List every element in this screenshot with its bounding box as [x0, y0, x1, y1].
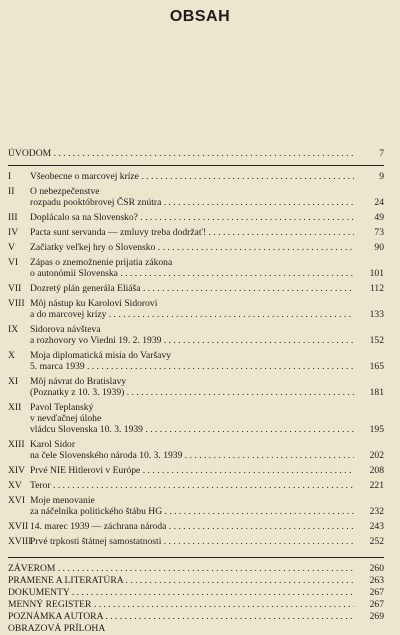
- toc-entry-label: PRAMENE A LITERATÚRA . . .: [8, 575, 354, 586]
- chapter-number: V: [8, 242, 15, 253]
- chapter-number: XII: [8, 402, 22, 413]
- chapter-title-line: O nebezpečenstve: [30, 186, 100, 197]
- chapter-title-line: (Poznatky z 10. 3. 1939) . . .: [30, 387, 354, 398]
- toc-entry-intro: [8, 148, 384, 159]
- toc-entry-back-matter: [8, 563, 384, 574]
- chapter-number: I: [8, 171, 12, 182]
- chapter-number: II: [8, 186, 15, 197]
- chapter-title-line: Prvé trpkosti štátnej samostatnosti . . .: [30, 536, 354, 547]
- chapter-title-line: 14. marec 1939 — záchrana národa . . .: [30, 521, 354, 532]
- chapter-number: XI: [8, 376, 19, 387]
- chapter-title-line: a do marcovej krízy . . .: [30, 309, 354, 320]
- toc-entry-chapter: [8, 212, 384, 223]
- toc-entry-back-matter: [8, 587, 384, 598]
- toc-page-number: 9: [379, 171, 384, 182]
- toc-entry-back-matter: [8, 623, 384, 634]
- chapter-title-line: Pacta sunt servanda — zmluvy treba dodržať! . . .: [30, 227, 354, 238]
- toc-entry-label: DOKUMENTY . . .: [8, 587, 354, 598]
- chapter-number: IX: [8, 324, 19, 335]
- toc-entry-back-matter: [8, 575, 384, 586]
- toc-page-number: 101: [369, 268, 384, 279]
- toc-page-number: 7: [379, 148, 384, 159]
- chapter-title-line: 5. marca 1939 . . .: [30, 361, 354, 372]
- toc-entry-back-matter: [8, 599, 384, 610]
- toc-page-number: 260: [369, 563, 384, 574]
- page-title: OBSAH: [169, 8, 231, 25]
- toc-entry-chapter: [8, 186, 384, 208]
- separator-line: [8, 557, 384, 558]
- toc-entry-chapter: [8, 495, 384, 517]
- toc-page-number: 202: [369, 450, 384, 461]
- toc-entry-chapter: [8, 171, 384, 182]
- chapter-number: XIV: [8, 465, 26, 476]
- chapter-title-line: Prvé NIE Hitlerovi v Európe . . .: [30, 465, 354, 476]
- toc-entry-chapter: [8, 465, 384, 476]
- chapter-title-line: Môj návrat do Bratislavy: [30, 376, 127, 387]
- toc-page-number: 243: [369, 521, 384, 532]
- chapter-title-line: o autonómii Slovenska . . .: [30, 268, 354, 279]
- chapter-title-line: na čele Slovenského národa 10. 3. 1939 . . .: [30, 450, 354, 461]
- chapter-title-line: v nevďačnej úlohe: [30, 413, 102, 424]
- chapter-title-line: a rozhovory vo Viedni 19. 2. 1939 . . .: [30, 335, 354, 346]
- chapter-title-line: Karol Sidor: [30, 439, 76, 450]
- toc-page-number: 208: [369, 465, 384, 476]
- toc-page-number: 112: [369, 283, 384, 294]
- toc-page-number: 267: [369, 599, 384, 610]
- toc-page-number: 263: [369, 575, 384, 586]
- chapter-number: III: [8, 212, 18, 223]
- table-of-contents: [8, 148, 384, 635]
- toc-page-number: 165: [369, 361, 384, 372]
- chapter-title-line: Doplácalo sa na Slovensko? . . .: [30, 212, 354, 223]
- chapter-list: [8, 171, 384, 551]
- chapter-number: XVII: [8, 521, 29, 532]
- chapter-number: IV: [8, 227, 19, 238]
- toc-entry-chapter: [8, 324, 384, 346]
- chapter-title-line: Všeobecne o marcovej kríze . . .: [30, 171, 354, 182]
- toc-page-number: 49: [374, 212, 384, 223]
- toc-entry-label: OBRAZOVÁ PRÍLOHA: [8, 623, 106, 634]
- toc-page-number: 181: [369, 387, 384, 398]
- chapter-title-line: Môj nástup ku Karolovi Sidorovi: [30, 298, 158, 309]
- chapter-number: VII: [8, 283, 22, 294]
- chapter-number: XVIII: [8, 536, 32, 547]
- toc-entry-label: ÚVODOM . . .: [8, 148, 354, 159]
- toc-entry-chapter: [8, 439, 384, 461]
- toc-entry-chapter: [8, 350, 384, 372]
- chapter-number: X: [8, 350, 15, 361]
- chapter-title-line: Začiatky veľkej hry o Slovensko . . .: [30, 242, 354, 253]
- chapter-title-line: za náčelníka politického štábu HG . . .: [30, 506, 354, 517]
- toc-entry-chapter: [8, 227, 384, 238]
- chapter-title-line: Dozretý plán generála Eliáša . . .: [30, 283, 354, 294]
- chapter-number: XV: [8, 480, 22, 491]
- toc-entry-label: MENNÝ REGISTER . . .: [8, 599, 354, 610]
- chapter-number: VIII: [8, 298, 25, 309]
- toc-page-number: 267: [369, 587, 384, 598]
- chapter-title-line: Moje menovanie: [30, 495, 95, 506]
- toc-entry-chapter: [8, 298, 384, 320]
- toc-page-number: 133: [369, 309, 384, 320]
- toc-page-number: 24: [374, 197, 384, 208]
- chapter-title-line: Moja diplomatická misia do Varšavy: [30, 350, 172, 361]
- toc-page-number: 152: [369, 335, 384, 346]
- separator-line: [8, 165, 384, 166]
- toc-entry-label: POZNÁMKA AUTORA . . .: [8, 611, 354, 622]
- toc-page-number: 90: [374, 242, 384, 253]
- toc-entry-chapter: [8, 283, 384, 294]
- toc-page-number: 252: [369, 536, 384, 547]
- toc-page-number: 269: [369, 611, 384, 622]
- toc-entry-chapter: [8, 536, 384, 547]
- chapter-title-line: Pavol Teplanský: [30, 402, 94, 413]
- chapter-title-line: rozpadu pooktóbrovej ČSR znútra . . .: [30, 197, 354, 208]
- chapter-number: XIII: [8, 439, 25, 450]
- toc-entry-label: ZÁVEROM . . .: [8, 563, 354, 574]
- chapter-title-line: vládcu Slovenska 10. 3. 1939 . . .: [30, 424, 354, 435]
- toc-entry-chapter: [8, 242, 384, 253]
- entry-gap: [8, 547, 384, 551]
- toc-page-number: 221: [369, 480, 384, 491]
- toc-page-number: 73: [374, 227, 384, 238]
- toc-entry-chapter: [8, 521, 384, 532]
- toc-entry-chapter: [8, 480, 384, 491]
- toc-entry-chapter: [8, 257, 384, 279]
- toc-entry-chapter: [8, 402, 384, 435]
- toc-entry-back-matter: [8, 611, 384, 622]
- toc-page-number: 195: [369, 424, 384, 435]
- chapter-title-line: Teror . . .: [30, 480, 354, 491]
- toc-page-number: 232: [369, 506, 384, 517]
- toc-entry-chapter: [8, 376, 384, 398]
- chapter-title-line: Sidorova návšteva: [30, 324, 101, 335]
- back-matter-list: [8, 563, 384, 635]
- chapter-number: VI: [8, 257, 19, 268]
- chapter-title-line: Zápas o znemožnenie prijatia zákona: [30, 257, 173, 268]
- chapter-number: XVI: [8, 495, 26, 506]
